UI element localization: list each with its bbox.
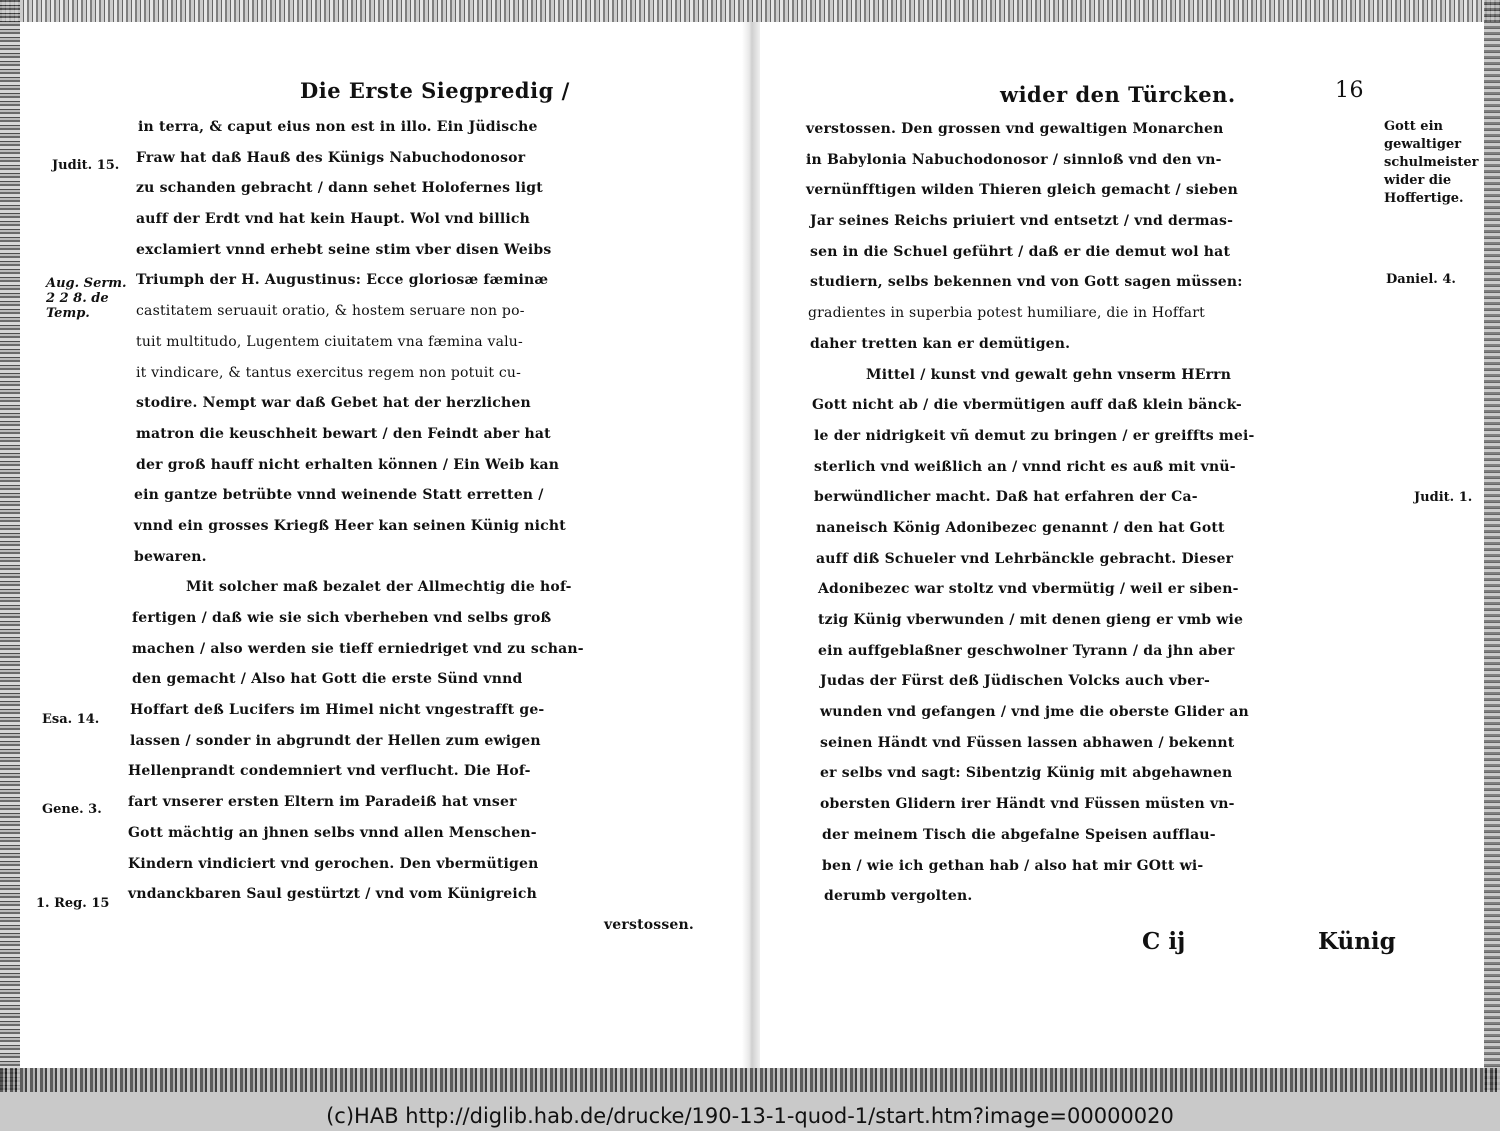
- text-line: vernünfftigen wilden Thieren gleich gemacht / sieben: [806, 182, 1239, 199]
- text-line: sterlich vnd weißlich an / vnnd richt es auß mit vnü-: [814, 458, 1236, 475]
- right-body-text: [806, 114, 1386, 912]
- text-line: er selbs vnd sagt: Sibentzig Künig mit abgehawnen: [820, 765, 1233, 782]
- margin-note: Gene. 3.: [42, 802, 102, 817]
- text-line: Gott nicht ab / die vbermütigen auff daß klein bänck-: [812, 397, 1242, 414]
- catchword: Künig: [1318, 928, 1396, 955]
- scan-edge-top: [0, 0, 1500, 22]
- text-line: it vindicare, & tantus exercitus regem non potuit cu-: [136, 364, 522, 381]
- text-line: Adonibezec war stoltz vnd vbermütig / weil er siben-: [818, 581, 1239, 598]
- text-line: Hellenprandt condemniert vnd verflucht. Die Hof-: [128, 763, 531, 780]
- text-line: Judas der Fürst deß Jüdischen Volcks auch vber-: [820, 673, 1210, 690]
- text-line: zu schanden gebracht / dann sehet Holofernes ligt: [136, 180, 543, 197]
- text-line: lassen / sonder in abgrundt der Hellen zum ewigen: [130, 732, 541, 749]
- scan-edge-right: [1484, 0, 1500, 1090]
- text-line: der meinem Tisch die abgefalne Speisen aufflau-: [822, 826, 1216, 843]
- text-line: wunden vnd gefangen / vnd jme die oberste Glider an: [820, 704, 1249, 721]
- text-line: Jar seines Reichs priuiert vnd entsetzt / vnd dermas-: [810, 213, 1234, 230]
- text-line: obersten Glidern irer Händt vnd Füssen müsten vn-: [820, 796, 1235, 813]
- text-line: vndanckbaren Saul gestürtzt / vnd vom Künigreich: [128, 886, 538, 903]
- text-line: der groß hauff nicht erhalten können / Ein Weib kan: [136, 456, 560, 473]
- scan-edge-left: [0, 0, 20, 1090]
- text-line: bewaren.: [134, 548, 207, 565]
- text-line: auff der Erdt vnd hat kein Haupt. Wol vnd billich: [136, 211, 530, 228]
- text-line: Hoffart deß Lucifers im Himel nicht vngestrafft ge-: [130, 702, 545, 719]
- left-body-text: [128, 112, 708, 941]
- left-running-header: Die Erste Siegpredig /: [300, 78, 570, 103]
- text-line: stodire. Nempt war daß Gebet hat der herzlichen: [136, 395, 531, 412]
- page-number: 16: [1335, 78, 1364, 103]
- text-line: le der nidrigkeit vñ demut zu bringen / er greiffts mei-: [814, 427, 1255, 444]
- text-line: sen in die Schuel geführt / daß er die demut wol hat: [810, 243, 1231, 260]
- margin-note: 1. Reg. 15: [36, 896, 110, 911]
- scan-edge-bottom: [0, 1068, 1500, 1092]
- text-line: den gemacht / Also hat Gott die erste Sünd vnnd: [132, 671, 523, 688]
- text-line: Triumph der H. Augustinus: Ecce gloriosæ fæminæ: [136, 272, 549, 289]
- text-line: tzig Künig vberwunden / mit denen gieng er vmb wie: [818, 612, 1244, 628]
- text-line: derumb vergolten.: [824, 888, 973, 905]
- text-line: in terra, & caput eius non est in illo. Ein Jüdische: [138, 119, 538, 135]
- text-line: castitatem seruauit oratio, & hostem seruare non po-: [136, 303, 525, 320]
- text-line: gradientes in superbia potest humiliare, die in Hoffart: [808, 305, 1205, 322]
- margin-note: Gott ein gewaltiger schulmeister wider die Hoffertige.: [1384, 119, 1479, 206]
- text-line: seinen Händt vnd Füssen lassen abhawen / bekennt: [820, 734, 1235, 751]
- text-line: ein auffgeblaßner geschwolner Tyrann / da jhn aber: [818, 642, 1235, 659]
- text-line: studiern, selbs bekennen vnd von Gott sagen müssen:: [810, 274, 1243, 291]
- text-line: berwündlicher macht. Daß hat erfahren der Ca-: [814, 489, 1198, 506]
- text-line: Kindern vindiciert vnd gerochen. Den vbermütigen: [128, 855, 539, 872]
- text-line: auff diß Schueler vnd Lehrbänckle gebracht. Dieser: [816, 550, 1234, 567]
- text-line: Mit solcher maß bezalet der Allmechtig die hof-: [186, 579, 572, 596]
- text-line: tuit multitudo, Lugentem ciuitatem vna fæmina valu-: [136, 333, 523, 350]
- text-line: Fraw hat daß Hauß des Künigs Nabuchodonosor: [136, 149, 526, 166]
- text-line: fart vnserer ersten Eltern im Paradeiß hat vnser: [128, 794, 517, 811]
- text-line: vnnd ein grosses Kriegß Heer kan seinen Künig nicht: [134, 517, 566, 534]
- text-line: verstossen. Den grossen vnd gewaltigen Monarchen: [806, 121, 1224, 137]
- text-line: fertigen / daß wie sie sich vberheben vnd selbs groß: [132, 610, 552, 626]
- text-line: ben / wie ich gethan hab / also hat mir GOtt wi-: [822, 857, 1204, 874]
- margin-note: Judit. 1.: [1414, 490, 1473, 505]
- margin-note: Daniel. 4.: [1386, 272, 1456, 287]
- text-line: daher tretten kan er demütigen.: [810, 335, 1071, 352]
- text-line: Mittel / kunst vnd gewalt gehn vnserm HErrn: [866, 366, 1232, 383]
- text-line: naneisch König Adonibezec genannt / den hat Gott: [816, 519, 1225, 536]
- text-line: exclamiert vnnd erhebt seine stim vber disen Weibs: [136, 241, 552, 258]
- book-gutter: [742, 22, 760, 1068]
- text-line: ein gantze betrübte vnnd weinende Statt erretten /: [134, 487, 544, 504]
- text-line: matron die keuschheit bewart / den Feindt aber hat: [136, 425, 551, 442]
- text-line: in Babylonia Nabuchodonosor / sinnloß vnd den vn-: [806, 151, 1222, 168]
- text-line: verstossen.: [603, 916, 694, 933]
- margin-note: Judit. 15.: [52, 158, 120, 173]
- margin-note: Esa. 14.: [42, 712, 100, 727]
- right-running-header: wider den Türcken.: [1000, 82, 1236, 107]
- copyright-footer: (c)HAB http://diglib.hab.de/drucke/190-13-1-quod-1/start.htm?image=00000020: [0, 1092, 1500, 1131]
- signature-mark: C ij: [1142, 928, 1186, 955]
- text-line: Gott mächtig an jhnen selbs vnnd allen Menschen-: [128, 824, 537, 841]
- margin-note: Aug. Serm. 2 2 8. de Temp.: [46, 276, 127, 321]
- text-line: machen / also werden sie tieff erniedriget vnd zu schan-: [132, 640, 584, 657]
